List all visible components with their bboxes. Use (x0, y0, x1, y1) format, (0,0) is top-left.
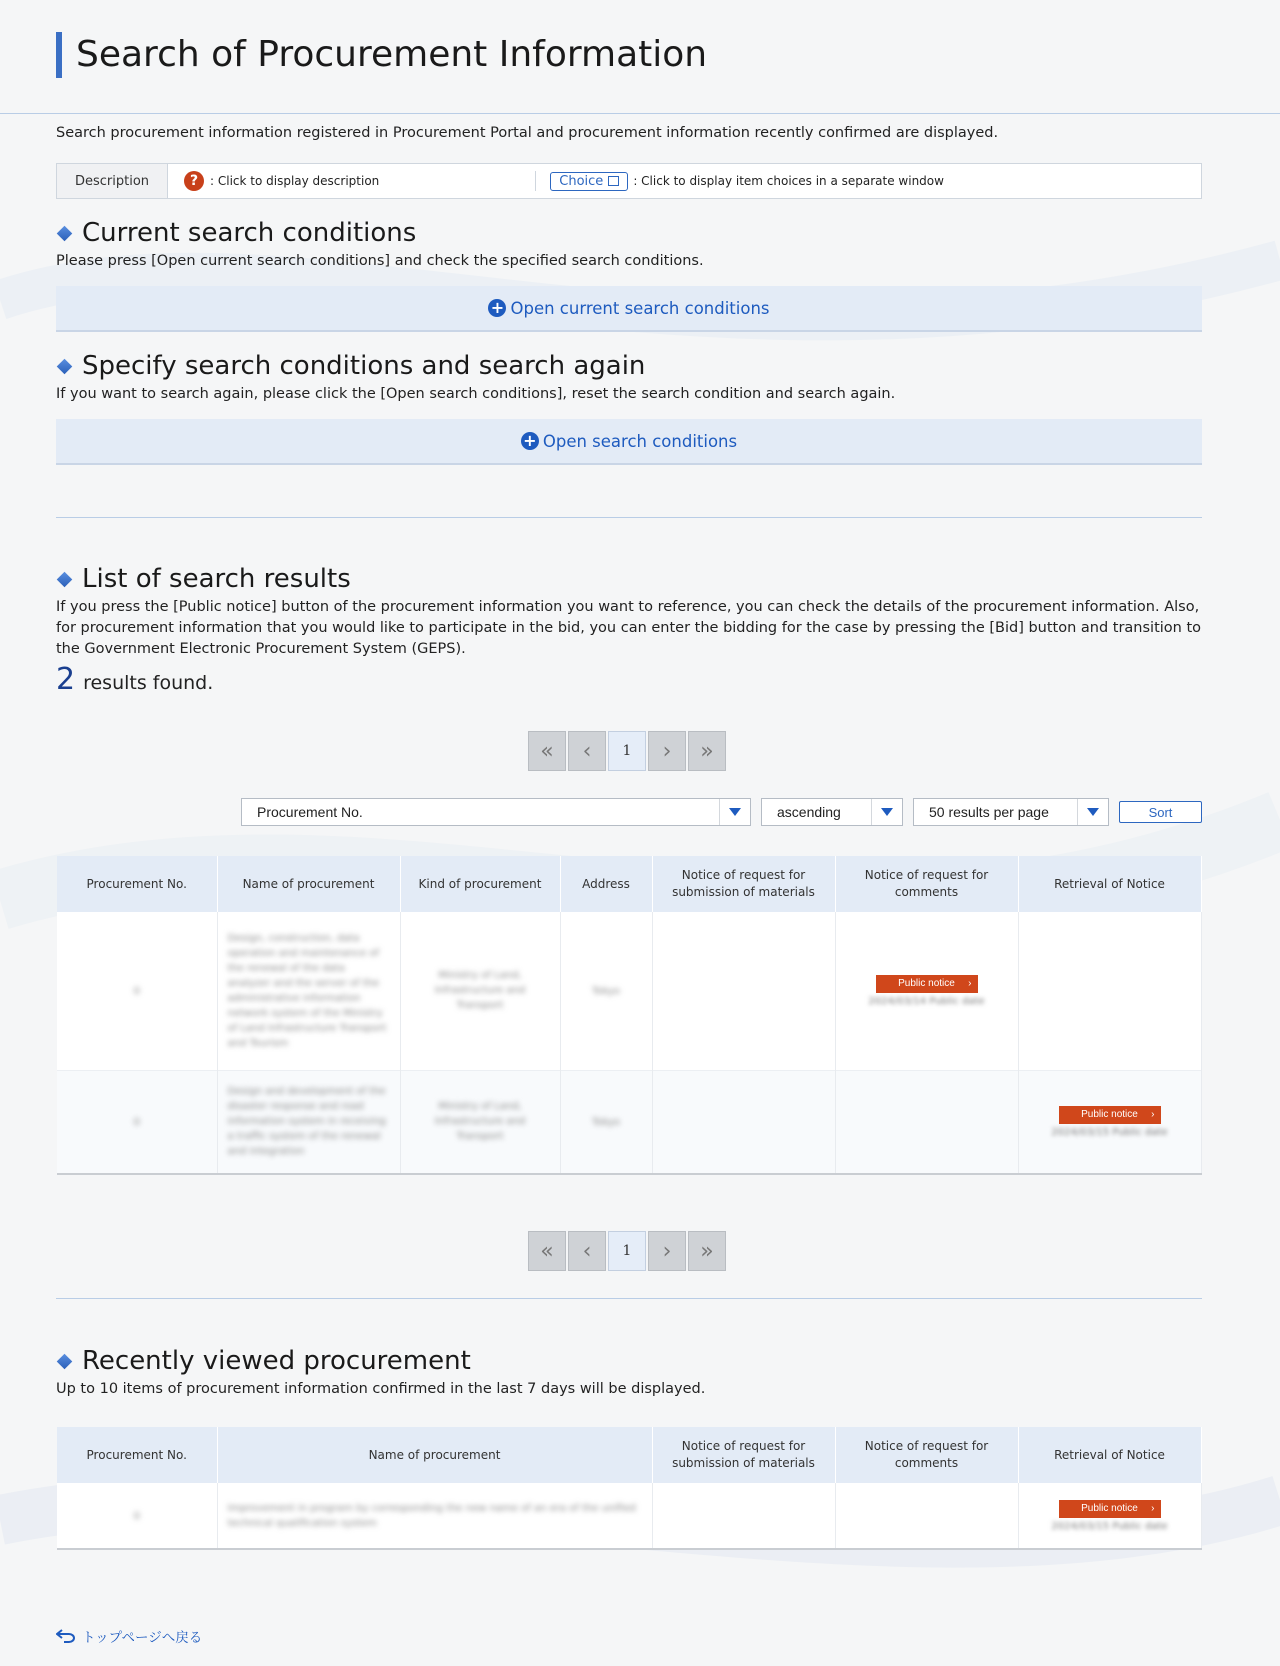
results-count-label: results found. (83, 672, 214, 694)
diamond-bullet-icon (57, 358, 73, 374)
results-count-number: 2 (56, 662, 76, 697)
col-procurement-no[interactable]: Procurement No. (57, 856, 217, 912)
col-retrieval[interactable]: Retrieval of Notice (1018, 856, 1201, 912)
public-notice-button[interactable] (1059, 1500, 1161, 1518)
pagination-bottom (528, 1231, 726, 1271)
description-divider (535, 171, 536, 191)
open-current-conditions-label: Open current search conditions (510, 298, 770, 318)
recent-header-row (57, 1427, 1201, 1483)
page-title: Search of Procurement Information (56, 32, 707, 78)
recent-table (57, 1427, 1202, 1550)
sort-button[interactable]: Sort (1119, 801, 1202, 823)
page-header (0, 0, 1280, 114)
dropdown-arrow-icon (719, 799, 750, 825)
chevron-right-icon: › (1151, 1109, 1155, 1121)
comments-cell (835, 912, 1018, 1070)
notice-date: 2024/03/14 Public date (868, 995, 985, 1007)
notice-date: 2024/03/15 Public date (1051, 1126, 1168, 1138)
page-number-button[interactable]: 1 (608, 1231, 646, 1271)
open-current-conditions-button[interactable] (56, 286, 1202, 332)
retrieval-cell (1018, 1483, 1201, 1549)
description-bar (56, 163, 1202, 199)
section-divider (56, 1298, 1202, 1299)
recent-heading (56, 1346, 471, 1376)
first-page-icon[interactable]: « (528, 731, 566, 771)
procurement-address: Tokyo (592, 1116, 620, 1128)
procurement-address: Tokyo (592, 985, 620, 997)
results-table (57, 856, 1202, 1175)
public-notice-label: Public notice (1081, 1109, 1138, 1121)
chevron-right-icon: › (968, 978, 972, 990)
table-row (57, 912, 1201, 1070)
page-number-button[interactable]: 1 (608, 731, 646, 771)
new-window-icon (608, 176, 619, 186)
specify-conditions-heading (56, 351, 645, 381)
prev-page-icon[interactable]: ‹ (568, 731, 606, 771)
pagination-top (528, 731, 726, 771)
sort-controls (241, 798, 1202, 826)
results-heading (56, 564, 351, 594)
diamond-bullet-icon (57, 1353, 73, 1369)
procurement-no[interactable]: 0 (133, 1510, 140, 1522)
procurement-no[interactable]: 0 (133, 1116, 140, 1128)
col-comments: Notice of request for comments (835, 1427, 1018, 1483)
help-icon: ? (184, 171, 204, 191)
results-header-row (57, 856, 1201, 912)
table-row (57, 1070, 1201, 1174)
current-conditions-title: Current search conditions (82, 218, 417, 248)
specify-conditions-title: Specify search conditions and search again (82, 351, 646, 381)
col-retrieval: Retrieval of Notice (1018, 1427, 1201, 1483)
current-conditions-text: Please press [Open current search conditions] and check the specified search conditions. (56, 253, 704, 269)
col-name[interactable]: Name of procurement (217, 856, 400, 912)
help-legend-text: : Click to display description (210, 174, 380, 188)
sort-order-select[interactable] (761, 798, 903, 826)
per-page-select[interactable] (913, 798, 1109, 826)
public-notice-label: Public notice (1081, 1503, 1138, 1514)
public-notice-button[interactable] (876, 975, 978, 993)
prev-page-icon[interactable]: ‹ (568, 1231, 606, 1271)
return-arrow-icon (56, 1629, 76, 1643)
section-divider (56, 517, 1202, 518)
back-to-top-label: トップページへ戻る (82, 1630, 203, 1646)
public-notice-button[interactable] (1059, 1106, 1161, 1124)
notice-date: 2024/03/15 Public date (1051, 1520, 1168, 1532)
comments-cell (835, 1070, 1018, 1174)
last-page-icon[interactable]: » (688, 731, 726, 771)
recent-title: Recently viewed procurement (82, 1346, 471, 1376)
next-page-icon[interactable]: › (648, 731, 686, 771)
procurement-kind: Ministry of Land, Infrastructure and Transport (434, 1101, 526, 1143)
comments-cell (835, 1483, 1018, 1549)
choice-legend-text: : Click to display item choices in a separate window (633, 174, 944, 188)
open-search-conditions-label: Open search conditions (542, 431, 738, 451)
choice-sample-label: Choice (559, 173, 604, 189)
table-row (57, 1483, 1201, 1549)
current-conditions-heading (56, 218, 416, 248)
procurement-name: Improvement in program by corresponding the new name of an era of the unified technical qualification system (227, 1502, 636, 1529)
materials-cell (652, 1070, 835, 1174)
specify-conditions-text: If you want to search again, please click the [Open search conditions], reset the search condition and search again. (56, 386, 896, 402)
materials-cell (652, 1483, 835, 1549)
col-comments[interactable]: Notice of request for comments (835, 856, 1018, 912)
back-to-top-link[interactable] (56, 1626, 202, 1646)
recent-text: Up to 10 items of procurement information confirmed in the last 7 days will be displayed. (56, 1381, 706, 1397)
intro-text: Search procurement information registered in Procurement Portal and procurement information recently confirmed are displayed. (56, 125, 999, 141)
plus-circle-icon: + (521, 432, 539, 450)
dropdown-arrow-icon (871, 799, 902, 825)
first-page-icon[interactable]: « (528, 1231, 566, 1271)
col-kind[interactable]: Kind of procurement (400, 856, 560, 912)
sort-field-value: Procurement No. (257, 804, 363, 820)
per-page-value: 50 results per page (929, 804, 1049, 820)
col-procurement-no: Procurement No. (57, 1427, 217, 1483)
results-count (56, 662, 213, 697)
description-label: Description (57, 164, 168, 198)
procurement-name: Design, construction, data operation and maintenance of the renewal of the data analyzer and the server of the administrative information network system of the Ministry of Land Infrastructure Transport and Tourism (227, 932, 387, 1049)
retrieval-cell (1018, 912, 1201, 1070)
procurement-no[interactable]: 0 (133, 985, 140, 997)
col-materials[interactable]: Notice of request for submission of materials (652, 856, 835, 912)
next-page-icon[interactable]: › (648, 1231, 686, 1271)
diamond-bullet-icon (57, 571, 73, 587)
procurement-kind: Ministry of Land, Infrastructure and Transport (434, 970, 526, 1012)
public-notice-label: Public notice (898, 978, 955, 990)
sort-field-select[interactable] (241, 798, 751, 826)
dropdown-arrow-icon (1077, 799, 1108, 825)
col-address[interactable]: Address (560, 856, 652, 912)
plus-circle-icon: + (488, 299, 506, 317)
open-search-conditions-button[interactable] (56, 419, 1202, 465)
col-materials: Notice of request for submission of materials (652, 1427, 835, 1483)
choice-sample-button (550, 172, 628, 191)
retrieval-cell (1018, 1070, 1201, 1174)
diamond-bullet-icon (57, 225, 73, 241)
results-text: If you press the [Public notice] button of the procurement information you want to reference, you can check the details of the procurement information. Also, for procurement information that you would like to participate in the bid, you can enter the bidding for the case by pressing the [Bid] button and transition to the Government Electronic Procurement System (GEPS). (56, 599, 1202, 657)
chevron-right-icon: › (1151, 1503, 1155, 1514)
col-name: Name of procurement (217, 1427, 652, 1483)
results-title: List of search results (82, 564, 351, 594)
procurement-name: Design and development of the disaster response and road information system in receiving a traffic system of the renewal and integration (227, 1086, 386, 1158)
last-page-icon[interactable]: » (688, 1231, 726, 1271)
materials-cell (652, 912, 835, 1070)
sort-order-value: ascending (777, 804, 841, 820)
